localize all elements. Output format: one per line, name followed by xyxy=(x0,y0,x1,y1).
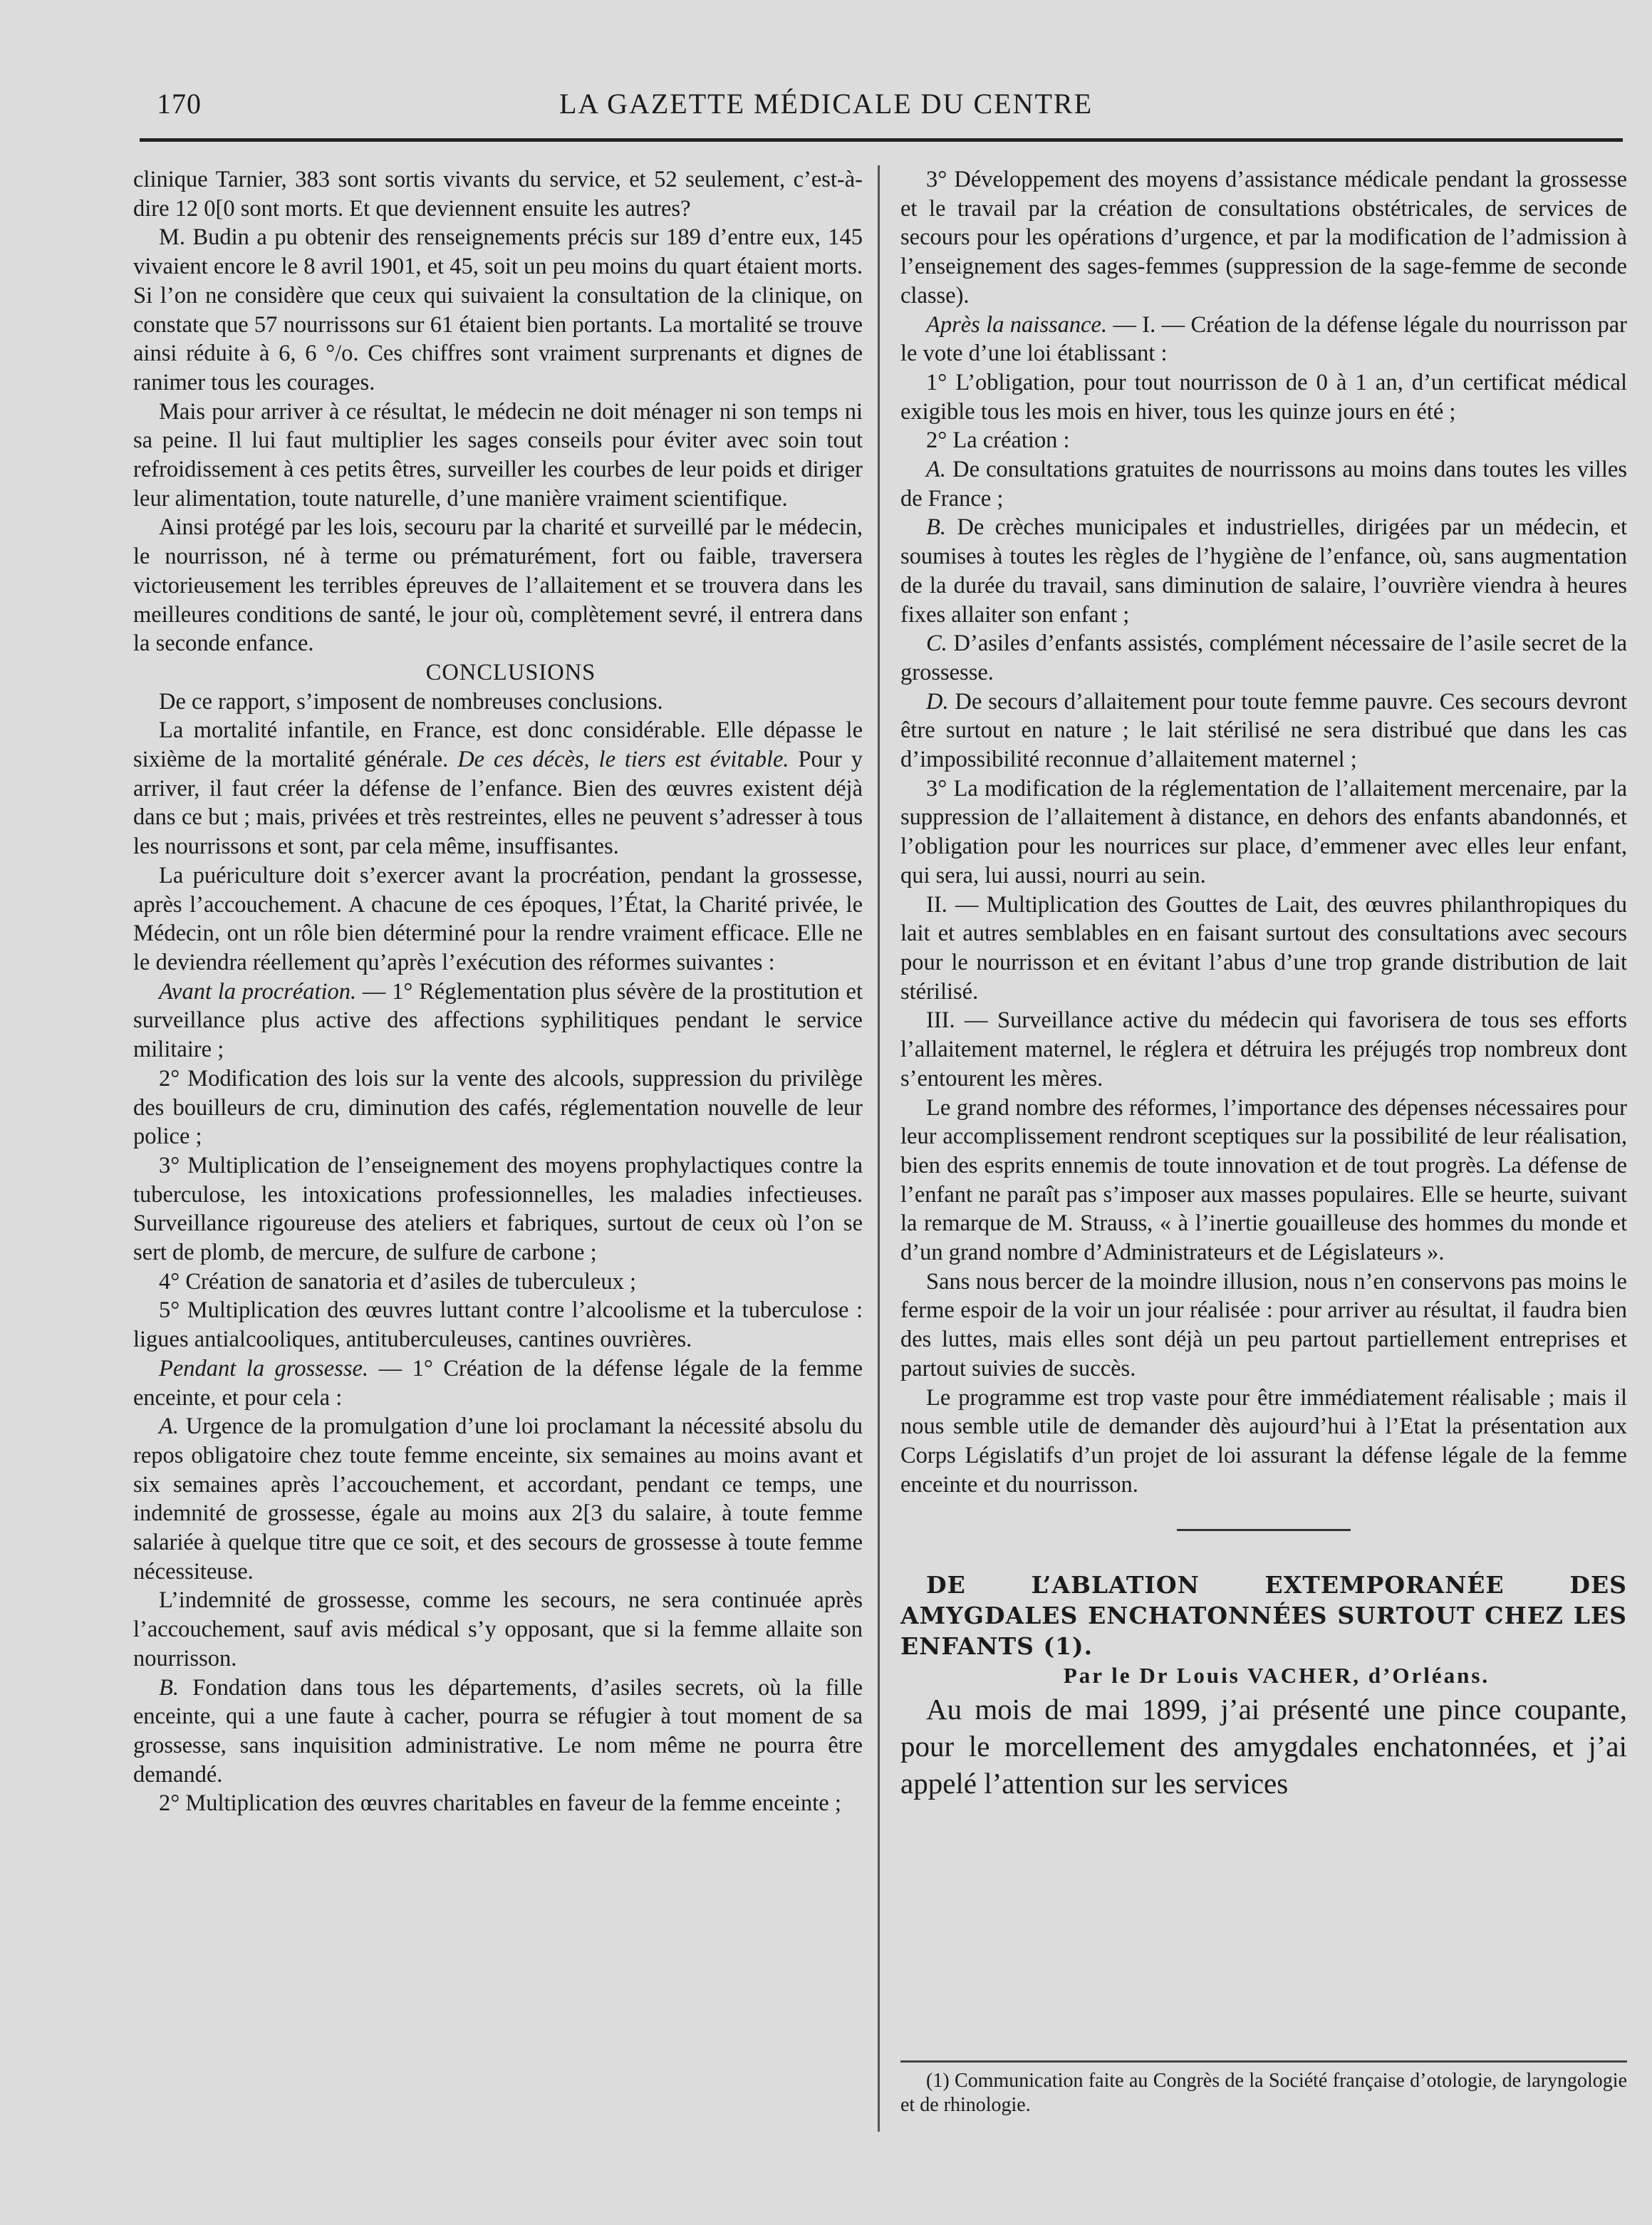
list-item xyxy=(900,513,1627,629)
header-rule xyxy=(140,138,1623,142)
column-divider xyxy=(878,165,880,2132)
section-heading-conclusions: CONCLUSIONS xyxy=(425,659,596,685)
paragraph: Sans nous bercer de la moindre illusion, nous n’en conservons pas moins le ferme espoir de la voir un jour réalisée : pour arriver au résultat, il faudra bien des luttes, mais elles sont déjà un peu partout partiellement entreprises et partout suivies de succès. xyxy=(900,1268,1627,1381)
list-item: 1° L’obligation, pour tout nourrisson de 0 à 1 an, d’un certificat médical exigible tous les mois en hiver, tous les quinze jours en été ; xyxy=(900,369,1627,425)
paragraph xyxy=(133,716,863,861)
item-letter: A. xyxy=(926,457,946,483)
right-column xyxy=(900,165,1627,1802)
text-run: Pour y arriver, il faut créer la défense de l’enfance. Bien des œuvres existent déjà dans ce but ; mais, privées et très restreintes, elles ne peuvent s’adresser à tous les nourrissons et sont, par cela même, insuffisantes. xyxy=(133,747,863,860)
list-item xyxy=(900,629,1627,687)
list-item xyxy=(133,1674,863,1790)
italic-label: Pendant la grossesse. xyxy=(159,1355,369,1381)
list-item: 3° Développement des moyens d’assistance médicale pendant la grossesse et le travail par la création de consultations obstétricales, de services de secours pour les opérations d’urgence, et par la modification de l’admission à l’enseignement des sages-femmes (suppression de la sage-femme de seconde classe). xyxy=(900,167,1627,308)
paragraph xyxy=(133,1354,863,1412)
paragraph: Ainsi protégé par les lois, secouru par la charité et surveillé par le médecin, le nourrisson, né à terme ou prématurément, fort ou faible, traversera victorieusement les terribles épreuves de l’allaitement et se trouvera dans les meilleures conditions de santé, le jour où, complètement sevré, il entrera dans la seconde enfance. xyxy=(133,514,863,657)
list-item xyxy=(900,688,1627,774)
list-item: 2° Multiplication des œuvres charitables en faveur de la femme enceinte ; xyxy=(159,1790,841,1817)
paragraph: M. Budin a pu obtenir des renseignements précis sur 189 d’entre eux, 145 vivaient encore le 8 avril 1901, et 45, soit un peu moins du quart étaient morts. Si l’on ne considère que ceux qui suivaient la consultation de la clinique, on constate que 57 nourrissons sur 61 étaient bien portants. La mortalité se trouve ainsi réduite à 6, 6 °/o. Ces chiffres sont vraiment surprenants et dignes de ranimer tous les courages. xyxy=(133,224,863,395)
paragraph: II. — Multiplication des Gouttes de Lait, des œuvres philanthropiques du lait et autres semblables en en faisant surtout des consultations avec secours pour le nourrisson et en évitant l’abus d’une trop grande distribution de lait stérilisé. xyxy=(900,891,1627,1005)
list-item: 2° La création : xyxy=(926,427,1070,454)
paragraph: De ce rapport, s’imposent de nombreuses conclusions. xyxy=(159,688,663,715)
paragraph: clinique Tarnier, 383 sont sortis vivants du service, et 52 seulement, c’est-à-dire 12 0[0 sont morts. Et que deviennent ensuite les autres? xyxy=(133,167,863,222)
item-letter: A. xyxy=(159,1414,179,1440)
text-run: — 1° Création de la défense légale de la femme enceinte, et pour cela : xyxy=(133,1355,863,1411)
italic-text: De ces décès, le tiers est évitable. xyxy=(457,747,789,773)
text-run: — 1° Réglementation plus sévère de la prostitution et surveillance plus active des affections syphilitiques pendant le service militaire ; xyxy=(133,978,863,1063)
text-run: De crèches municipales et industrielles, dirigées par un médecin, et soumises à toutes les règles de l’hygiène de l’enfance, où, sans augmentation de la durée du travail, sans diminution de salaire, l’ouvrière viendra à heures fixes allaiter son enfant ; xyxy=(900,514,1627,628)
paragraph: 3° La modification de la réglementation de l’allaitement mercenaire, par la suppression de l’allaitement à distance, en dehors des enfants abandonnés, et l’obligation pour les nourrices sur place, d’emmener avec elles leur enfant, qui sera, lui aussi, nourri au sein. xyxy=(900,775,1627,888)
article-byline: Par le Dr Louis VACHER, d’Orléans. xyxy=(1063,1663,1490,1689)
article-lead: Au mois de mai 1899, j’ai présenté une pince coupante, pour le morcellement des amygdales enchatonnées, et j’ai appelé l’attention sur les services xyxy=(900,1693,1627,1800)
section-separator xyxy=(1177,1529,1351,1531)
text-run: Fondation dans tous les départements, d’asiles secrets, où la fille enceinte, qui a une faute à cacher, pourra se réfugier à tout moment de sa grossesse, sans inquisition administrative. Le nom même ne pourra être demandé. xyxy=(133,1674,863,1788)
list-item: 2° Modification des lois sur la vente des alcools, suppression du privilège des bouilleurs de cru, diminution des cafés, réglementation nouvelle de leur police ; xyxy=(133,1065,863,1150)
paragraph: III. — Surveillance active du médecin qui favorisera de tous ses efforts l’allaitement maternel, le réglera et détruira les préjugés trop nombreux dont s’entourent les mères. xyxy=(900,1007,1627,1091)
footnote: (1) Communication faite au Congrès de la Société française d’otologie, de laryngologie et de rhinologie. xyxy=(900,2070,1627,2116)
item-letter: B. xyxy=(926,514,946,541)
paragraph xyxy=(900,311,1627,368)
italic-label: Après la naissance. xyxy=(926,311,1108,338)
paragraph: La puériculture doit s’exercer avant la procréation, pendant la grossesse, après l’accouchement. A chacune de ces époques, l’État, la Charité privée, le Médecin, ont un rôle bien déterminé pour la rendre vraiment efficace. Elle ne le deviendra réellement qu’après l’exécution des réformes suivantes : xyxy=(133,862,863,975)
paragraph: Mais pour arriver à ce résultat, le médecin ne doit ménager ni son temps ni sa peine. Il lui faut multiplier les sages conseils pour éviter avec soin tout refroidissement à ces petits êtres, surveiller les courbes de leur poids et diriger leur alimentation, toute naturelle, d’une manière vraiment scientifique. xyxy=(133,398,863,512)
list-item xyxy=(900,455,1627,513)
left-column xyxy=(133,165,863,1818)
text-run: De consultations gratuites de nourrissons au moins dans toutes les villes de France ; xyxy=(900,457,1627,512)
footnote-rule xyxy=(900,2060,1627,2063)
text-run: D’asiles d’enfants assistés, complément nécessaire de l’asile secret de la grossesse. xyxy=(900,631,1627,685)
text-run: — I. — Création de la défense légale du nourrisson par le vote d’une loi établissant : xyxy=(900,311,1627,367)
item-letter: D. xyxy=(926,688,949,715)
page-header xyxy=(0,80,1652,130)
article-title: DE L’ABLATION EXTEMPORANÉE DES AMYGDALES ENCHATONNÉES SURTOUT CHEZ LES ENFANTS (1). xyxy=(900,1571,1627,1661)
page-number: 170 xyxy=(157,88,202,120)
paragraph: Le grand nombre des réformes, l’importance des dépenses nécessaires pour leur accomplissement rendront sceptiques sur la possibilité de leur réalisation, bien des esprits ennemis de toute innovation et de tout progrès. La défense de l’enfant ne paraît pas s’imposer aux masses populaires. Elle se heurte, suivant la remarque de M. Strauss, « à l’inertie gouailleuse des hommes du monde et d’un grand nombre d’Administrateurs et de Législateurs ». xyxy=(900,1094,1627,1266)
list-item xyxy=(133,1412,863,1586)
item-letter: C. xyxy=(926,631,947,657)
list-item: 4° Création de sanatoria et d’asiles de tuberculeux ; xyxy=(159,1268,636,1295)
list-item: 3° Multiplication de l’enseignement des moyens prophylactiques contre la tuberculose, les intoxications professionnelles, les maladies infectieuses. Surveillance rigoureuse des ateliers et fabriques, surtout de ceux où l’on se sert de plomb, de mercure, de sulfure de carbone ; xyxy=(133,1152,863,1266)
running-title: LA GAZETTE MÉDICALE DU CENTRE xyxy=(559,88,1093,120)
list-item: 5° Multiplication des œuvres luttant contre l’alcoolisme et la tuberculose : ligues antialcooliques, antituberculeuses, cantines ouvrières. xyxy=(133,1297,863,1353)
text-run: Urgence de la promulgation d’une loi proclamant la nécessité absolu du repos obligatoire chez toute femme enceinte, six semaines au moins avant et six semaines après l’accouchement, et accordant, pendant ce temps, une indemnité de grossesse, égale au moins aux 2[3 du salaire, à toute femme salariée à quelque titre que ce soit, et des secours de grossesse à toute femme nécessiteuse. xyxy=(133,1414,863,1585)
paragraph: Le programme est trop vaste pour être immédiatement réalisable ; mais il nous semble utile de demander dès aujourd’hui à l’Etat la présentation aux Corps Législatifs d’un projet de loi assurant la défense légale de la femme enceinte et du nourrisson. xyxy=(900,1384,1627,1498)
text-run: La mortalité infantile, en France, est donc considérable. Elle dépasse le sixième de la mortalité générale. xyxy=(133,717,863,773)
paragraph xyxy=(133,977,863,1064)
text-run: De secours d’allaitement pour toute femme pauvre. Ces secours devront être surtout en nature ; le lait stérilisé ne sera distribué que dans les cas d’impossibilité reconnue d’allaitement maternel ; xyxy=(900,688,1627,773)
paragraph: L’indemnité de grossesse, comme les secours, ne sera continuée après l’accouchement, sauf avis médical s’y opposant, que si la femme allaite son nourrisson. xyxy=(133,1587,863,1671)
italic-label: Avant la procréation. xyxy=(159,978,357,1005)
item-letter: B. xyxy=(159,1674,179,1701)
